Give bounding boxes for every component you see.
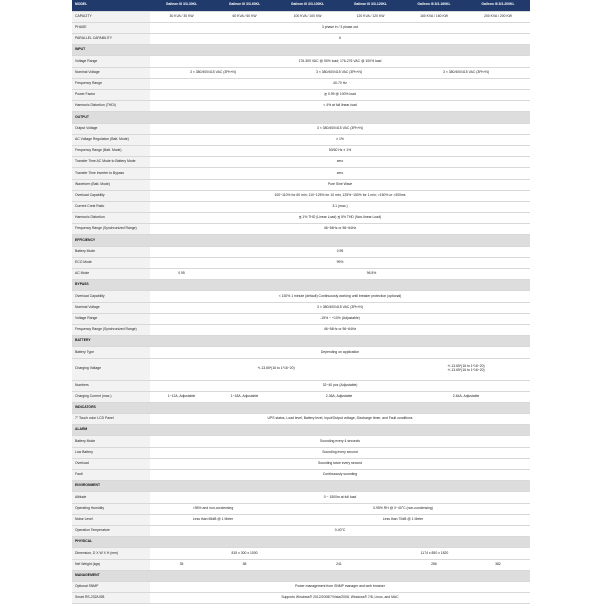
row-value: Sounding every second: [150, 447, 530, 458]
row-value: 3 × 380/400/415 VAC (3Ph+N): [276, 67, 402, 78]
efficiency-ac-mode-row: [72, 269, 530, 280]
parallel-row: [72, 34, 530, 45]
row-value: 1~12A, Adjustable: [150, 391, 213, 402]
row-value: 286: [402, 559, 466, 570]
row-label: Voltage Range: [72, 56, 150, 67]
row-value: < 130% 1 minute (default) Continuously working until breaker protection (optional): [150, 291, 530, 302]
output-crest-row: [72, 201, 530, 212]
alarm-battery-mode-row: [72, 436, 530, 447]
section-title: INDICATORS: [72, 402, 530, 413]
capacity-value: 60 KVA / 60 KW: [213, 11, 276, 22]
row-label: ECO Mode: [72, 257, 150, 268]
section-title: OUTPUT: [72, 112, 530, 123]
row-value: 0 ~ 1500m at full load: [150, 492, 530, 503]
row-label: Charging Current (max.): [72, 391, 150, 402]
row-value-line: +/-13.65*(16 to 1*16~20): [447, 368, 485, 372]
model-column-60kl: Galleon III 3/3-60KL: [213, 0, 276, 11]
row-value: zero: [150, 157, 530, 168]
model-column-30kl: Galleon III 3/3-30KL: [150, 0, 213, 11]
row-value: 96.5%: [213, 269, 530, 280]
output-freq-batt-row: [72, 145, 530, 156]
phase-value: 3 phase in / 3 phase out: [150, 22, 530, 33]
row-value: 0.95: [150, 269, 213, 280]
row-value: 50/60 Hz ± 1%: [150, 145, 530, 156]
spec-table: [72, 0, 530, 604]
output-waveform-row: [72, 179, 530, 190]
row-label: Noise Level: [72, 514, 150, 525]
row-label: Dimension, D X W X H (mm): [72, 548, 150, 559]
row-value: +/-13.65*(16 to 1*16~20): [150, 358, 402, 380]
input-frequency-range-row: [72, 78, 530, 89]
row-value: 2-36A, Adjustable: [276, 391, 402, 402]
row-value: 382: [466, 559, 530, 570]
row-value: 3:1 (max.): [150, 201, 530, 212]
battery-charging-current-row: [72, 391, 530, 402]
capacity-value: 160 KVA / 160 KW: [402, 11, 466, 22]
row-label: Nominal Voltage: [72, 67, 150, 78]
section-title: EFFICIENCY: [72, 235, 530, 246]
phase-row: [72, 22, 530, 33]
output-voltage-row: [72, 123, 530, 134]
row-value-stack: [402, 358, 530, 380]
bypass-nominal-voltage-row: [72, 302, 530, 313]
management-snmp-row: [72, 581, 530, 592]
bypass-freq-sync-row: [72, 324, 530, 335]
section-header-output: [72, 112, 530, 123]
row-label: Operating Humidity: [72, 503, 150, 514]
physical-net-weight-row: [72, 559, 530, 570]
row-label: Waveform (Batt. Mode): [72, 179, 150, 190]
row-value: Power management from SNMP manager and web browser: [150, 581, 530, 592]
model-column-200kl: Galleon III 3/3-200KL: [466, 0, 530, 11]
row-label: Battery Mode: [72, 436, 150, 447]
section-title: BATTERY: [72, 336, 530, 347]
row-value: Sounding twice every second: [150, 458, 530, 469]
section-header-management: [72, 570, 530, 581]
row-value: 35: [150, 559, 213, 570]
row-value: 3 × 380/400/415 VAC (3Ph+N): [150, 302, 530, 313]
row-value: 1174 x 850 x 1820: [339, 548, 530, 559]
input-thdi-row: [72, 101, 530, 112]
row-value: 100~110% for 60 min; 110~125% for 10 min; 125%~150% for 1 min; >150% or >300ms: [150, 190, 530, 201]
row-label: CAPACITY: [72, 11, 150, 22]
row-value: 0.95: [150, 246, 530, 257]
row-label: Frequency Range: [72, 78, 150, 89]
row-label: Nominal Voltage: [72, 302, 150, 313]
bypass-overload-row: [72, 291, 530, 302]
row-label: Voltage Range: [72, 313, 150, 324]
section-header-efficiency: [72, 235, 530, 246]
row-value: Supports Windows® 2012/2008/7/Vista/2008, Windows® 7/8, Linux, and MAC: [150, 593, 530, 604]
input-nominal-voltage-row: [72, 67, 530, 78]
row-label: Harmonic Distortion (THDi): [72, 101, 150, 112]
row-label: Altitude: [72, 492, 150, 503]
row-value: 46~54Hz or 56~64Hz: [150, 324, 530, 335]
output-overload-row: [72, 190, 530, 201]
section-header-physical: [72, 537, 530, 548]
row-value: 32~40 pcs (Adjustable): [150, 380, 530, 391]
row-label: Smart RS-232/USB: [72, 593, 150, 604]
capacity-value: 120 KVA / 120 KW: [339, 11, 402, 22]
battery-type-row: [72, 347, 530, 358]
row-label: Charging Voltage: [72, 358, 150, 380]
output-ac-regulation-row: [72, 134, 530, 145]
row-label: Current Crest Ratio: [72, 201, 150, 212]
row-label: AC Voltage Regulation (Batt. Mode): [72, 134, 150, 145]
row-label: Frequency Range (Synchronized Range): [72, 224, 150, 235]
efficiency-battery-mode-row: [72, 246, 530, 257]
indicators-lcd-row: [72, 414, 530, 425]
spec-sheet: [72, 0, 530, 604]
row-value: < 4% at full linear load: [150, 101, 530, 112]
row-label: Transfer Time AC Mode to Battery Mode: [72, 157, 150, 168]
row-value: 1~18A, Adjustable: [213, 391, 276, 402]
capacity-value: 30 KVA / 30 KW: [150, 11, 213, 22]
model-header-row: [72, 0, 530, 11]
row-label: Overload Capability: [72, 190, 150, 201]
environment-noise-row: [72, 514, 530, 525]
row-value: 0-40°C: [150, 525, 530, 536]
row-value: -15% ~ +10% (Adjustable): [150, 313, 530, 324]
row-label: Frequency Range (Synchronized Range): [72, 324, 150, 335]
model-column-100kl: Galleon III 3/3-100KL: [276, 0, 339, 11]
row-value: 46~54Hz or 56~64Hz: [150, 224, 530, 235]
row-value: ± 1%: [150, 134, 530, 145]
parallel-value: 6: [150, 34, 530, 45]
row-label: Fault: [72, 470, 150, 481]
row-label: Overload Capability: [72, 291, 150, 302]
section-header-battery: [72, 336, 530, 347]
environment-altitude-row: [72, 492, 530, 503]
row-value: Continuously sounding: [150, 470, 530, 481]
model-column-160kl: Galleon III 3/3-160KL: [402, 0, 466, 11]
alarm-low-battery-row: [72, 447, 530, 458]
section-header-indicators: [72, 402, 530, 413]
efficiency-eco-mode-row: [72, 257, 530, 268]
section-title: ALARM: [72, 425, 530, 436]
section-header-bypass: [72, 280, 530, 291]
row-value: ≦ 1% THD (Linear Load) ≦ 5% THD (Non-linear Load): [150, 213, 530, 224]
row-value: 40-70 Hz: [150, 78, 530, 89]
row-value: 3 × 380/400/415 VAC (3Ph+N): [150, 67, 276, 78]
section-header-environment: [72, 481, 530, 492]
row-label: 7" Touch color LCD Panel: [72, 414, 150, 425]
model-header-label: MODEL: [72, 0, 150, 11]
row-value: Less than 65dB @ 1 Meter: [150, 514, 276, 525]
environment-humidity-row: [72, 503, 530, 514]
row-value: 2-64A, Adjustable: [402, 391, 530, 402]
environment-temperature-row: [72, 525, 530, 536]
input-voltage-range-row: [72, 56, 530, 67]
section-title: INPUT: [72, 45, 530, 56]
row-label: Net Weight (kgs): [72, 559, 150, 570]
row-value: Depending on application: [150, 347, 530, 358]
row-label: Harmonic Distortion: [72, 213, 150, 224]
row-label: PARALLEL CAPABILITY: [72, 34, 150, 45]
bypass-voltage-range-row: [72, 313, 530, 324]
row-value: 58: [213, 559, 276, 570]
row-value: 3 × 380/400/415 VAC (3Ph+N): [150, 123, 530, 134]
section-title: ENVIRONMENT: [72, 481, 530, 492]
section-title: BYPASS: [72, 280, 530, 291]
battery-charging-voltage-row: [72, 358, 530, 380]
row-label: Power Factor: [72, 90, 150, 101]
output-transfer-inv-row: [72, 168, 530, 179]
row-value: 176-300 VAC @ 50% load; 176-276 VAC @ 100% load: [150, 56, 530, 67]
row-label: Output Voltage: [72, 123, 150, 134]
output-freq-sync-row: [72, 224, 530, 235]
row-label: Optional SNMP: [72, 581, 150, 592]
row-value-line: +/-13.65*(16 to 1*16~20): [447, 364, 485, 369]
alarm-overload-row: [72, 458, 530, 469]
row-value: 241: [276, 559, 402, 570]
row-value: 0-95% RH @ 0~40°C (non-condensing): [276, 503, 530, 514]
row-label: PHASE: [72, 22, 150, 33]
section-header-alarm: [72, 425, 530, 436]
row-value: ≧ 0.99 @ 100% load: [150, 90, 530, 101]
capacity-row: [72, 11, 530, 22]
row-label: Numbers: [72, 380, 150, 391]
row-value: <95% and non-condensing: [150, 503, 276, 514]
row-label: Battery Type: [72, 347, 150, 358]
row-value: Sounding every 4 seconds: [150, 436, 530, 447]
row-value: Pure Sine Wave: [150, 179, 530, 190]
output-transfer-ac-row: [72, 157, 530, 168]
input-power-factor-row: [72, 90, 530, 101]
row-label: Low Battery: [72, 447, 150, 458]
row-value: UPS status, Load level, Battery level, Input/Output voltage, Discharge timer, and Fault conditions: [150, 414, 530, 425]
capacity-value: 200 KVA / 200 KW: [466, 11, 530, 22]
section-title: MANAGEMENT: [72, 570, 530, 581]
section-header-input: [72, 45, 530, 56]
row-value: 99%: [150, 257, 530, 268]
row-label: Frequency Range (Batt. Mode): [72, 145, 150, 156]
battery-numbers-row: [72, 380, 530, 391]
alarm-fault-row: [72, 470, 530, 481]
section-title: PHYSICAL: [72, 537, 530, 548]
row-label: Operation Temperature: [72, 525, 150, 536]
row-value: Less than 70dB @ 1 Meter: [276, 514, 530, 525]
row-label: AC Mode: [72, 269, 150, 280]
capacity-value: 100 KVA / 100 KW: [276, 11, 339, 22]
row-value: zero: [150, 168, 530, 179]
model-column-120kl: Galleon III 3/3-120KL: [339, 0, 402, 11]
row-value: 3 × 380/400/415 VAC (3Ph+N): [402, 67, 530, 78]
row-label: Battery Mode: [72, 246, 150, 257]
management-smart-row: [72, 593, 530, 604]
row-label: Overload: [72, 458, 150, 469]
row-value: 815 x 300 x 1000: [150, 548, 339, 559]
row-label: Transfer Time Inverter to Bypass: [72, 168, 150, 179]
output-thd-row: [72, 213, 530, 224]
physical-dimension-row: [72, 548, 530, 559]
